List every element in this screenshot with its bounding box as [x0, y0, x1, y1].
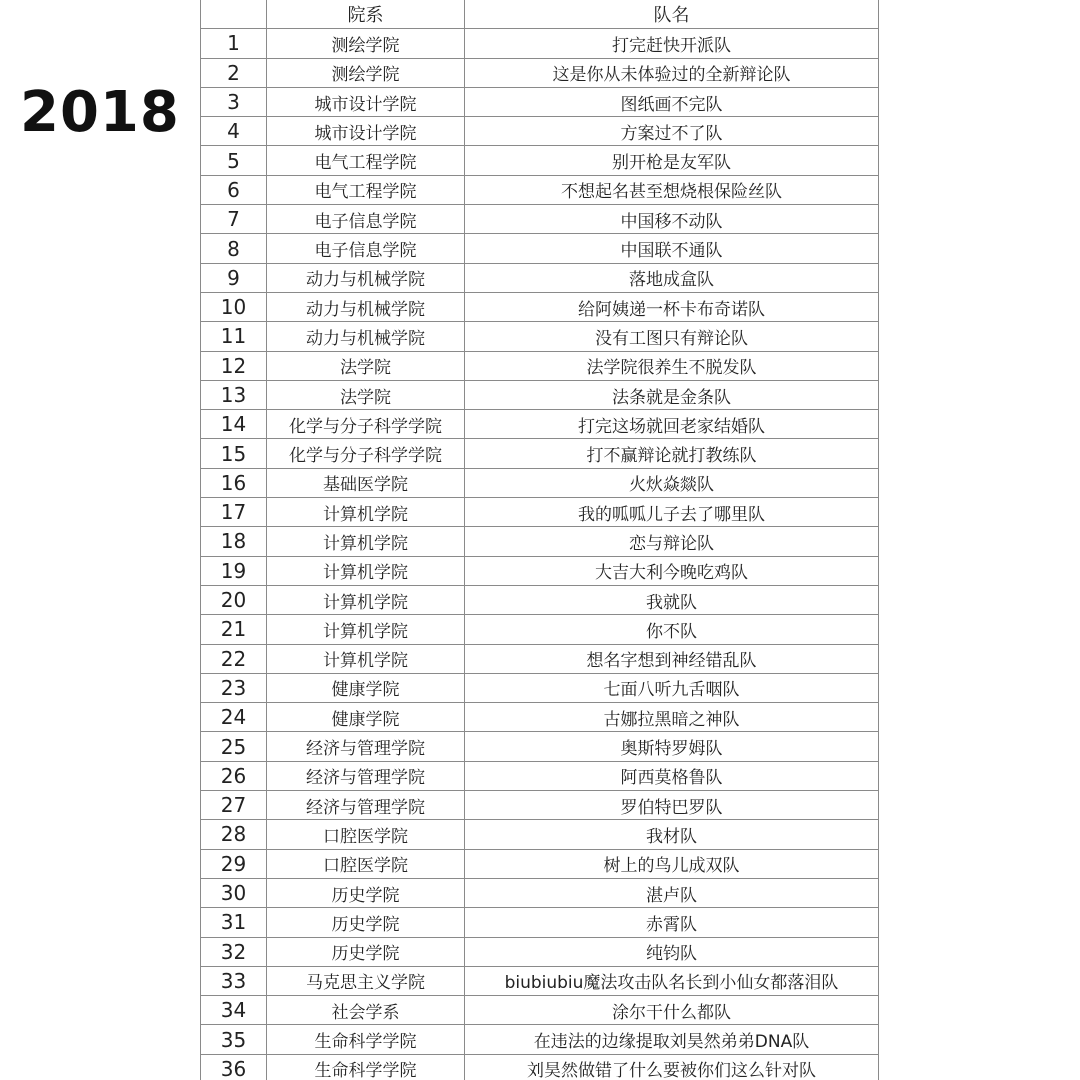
- table-row: [201, 673, 879, 702]
- team-name-cell: 你不队: [465, 615, 879, 644]
- team-name-cell: 别开枪是友军队: [465, 146, 879, 175]
- department-cell: 计算机学院: [267, 556, 465, 585]
- year-label: 2018: [20, 80, 180, 145]
- department-cell: 电子信息学院: [267, 205, 465, 234]
- row-number: 27: [201, 791, 267, 820]
- department-cell: 马克思主义学院: [267, 966, 465, 995]
- team-name-cell: 我就队: [465, 585, 879, 614]
- team-name-cell: 在违法的边缘提取刘昊然弟弟DNA队: [465, 1025, 879, 1054]
- department-cell: 社会学系: [267, 996, 465, 1025]
- team-table: [200, 0, 879, 1080]
- team-name-cell: 湛卢队: [465, 878, 879, 907]
- table-row: [201, 820, 879, 849]
- department-cell: 城市设计学院: [267, 87, 465, 116]
- table-row: [201, 966, 879, 995]
- department-cell: 计算机学院: [267, 498, 465, 527]
- team-name-cell: 不想起名甚至想烧根保险丝队: [465, 175, 879, 204]
- table-row: [201, 908, 879, 937]
- department-cell: 计算机学院: [267, 615, 465, 644]
- row-number: 5: [201, 146, 267, 175]
- team-name-cell: 我材队: [465, 820, 879, 849]
- department-cell: 口腔医学院: [267, 849, 465, 878]
- table-row: [201, 1054, 879, 1080]
- team-name-sheet: [200, 0, 880, 1080]
- row-number: 15: [201, 439, 267, 468]
- team-name-cell: 落地成盒队: [465, 263, 879, 292]
- row-number: 25: [201, 732, 267, 761]
- department-cell: 计算机学院: [267, 527, 465, 556]
- row-number: 6: [201, 175, 267, 204]
- table-row: [201, 58, 879, 87]
- row-number: 7: [201, 205, 267, 234]
- table-row: [201, 937, 879, 966]
- table-row: [201, 29, 879, 58]
- team-name-cell: 刘昊然做错了什么要被你们这么针对队: [465, 1054, 879, 1080]
- table-body: [201, 29, 879, 1080]
- department-cell: 健康学院: [267, 703, 465, 732]
- table-row: [201, 292, 879, 321]
- row-number: 21: [201, 615, 267, 644]
- row-number: 11: [201, 322, 267, 351]
- team-name-cell: 古娜拉黑暗之神队: [465, 703, 879, 732]
- table-row: [201, 205, 879, 234]
- department-cell: 生命科学学院: [267, 1025, 465, 1054]
- team-name-cell: 阿西莫格鲁队: [465, 761, 879, 790]
- table-row: [201, 146, 879, 175]
- row-number: 26: [201, 761, 267, 790]
- row-number: 20: [201, 585, 267, 614]
- department-cell: 电子信息学院: [267, 234, 465, 263]
- department-cell: 法学院: [267, 380, 465, 409]
- department-cell: 基础医学院: [267, 468, 465, 497]
- table-row: [201, 849, 879, 878]
- row-number: 13: [201, 380, 267, 409]
- team-name-cell: 方案过不了队: [465, 117, 879, 146]
- index-header: [201, 0, 267, 29]
- row-number: 29: [201, 849, 267, 878]
- team-name-cell: 中国联不通队: [465, 234, 879, 263]
- department-cell: 化学与分子科学学院: [267, 439, 465, 468]
- team-header: 队名: [465, 0, 879, 29]
- department-cell: 计算机学院: [267, 585, 465, 614]
- table-row: [201, 380, 879, 409]
- table-row: [201, 468, 879, 497]
- department-cell: 经济与管理学院: [267, 732, 465, 761]
- row-number: 34: [201, 996, 267, 1025]
- table-row: [201, 439, 879, 468]
- department-header: 院系: [267, 0, 465, 29]
- department-cell: 法学院: [267, 351, 465, 380]
- row-number: 19: [201, 556, 267, 585]
- department-cell: 计算机学院: [267, 644, 465, 673]
- department-cell: 测绘学院: [267, 29, 465, 58]
- row-number: 17: [201, 498, 267, 527]
- department-cell: 历史学院: [267, 937, 465, 966]
- table-row: [201, 1025, 879, 1054]
- row-number: 22: [201, 644, 267, 673]
- row-number: 32: [201, 937, 267, 966]
- department-cell: 电气工程学院: [267, 175, 465, 204]
- team-name-cell: 打完这场就回老家结婚队: [465, 410, 879, 439]
- team-name-cell: biubiubiu魔法攻击队名长到小仙女都落泪队: [465, 966, 879, 995]
- team-name-cell: 赤霄队: [465, 908, 879, 937]
- department-cell: 测绘学院: [267, 58, 465, 87]
- team-name-cell: 七面八听九舌咽队: [465, 673, 879, 702]
- row-number: 8: [201, 234, 267, 263]
- team-name-cell: 纯钧队: [465, 937, 879, 966]
- table-row: [201, 732, 879, 761]
- table-row: [201, 644, 879, 673]
- team-name-cell: 奥斯特罗姆队: [465, 732, 879, 761]
- row-number: 31: [201, 908, 267, 937]
- team-name-cell: 打完赶快开派队: [465, 29, 879, 58]
- department-cell: 经济与管理学院: [267, 761, 465, 790]
- department-cell: 动力与机械学院: [267, 292, 465, 321]
- department-cell: 口腔医学院: [267, 820, 465, 849]
- department-cell: 健康学院: [267, 673, 465, 702]
- row-number: 33: [201, 966, 267, 995]
- row-number: 10: [201, 292, 267, 321]
- department-cell: 历史学院: [267, 908, 465, 937]
- team-name-cell: 树上的鸟儿成双队: [465, 849, 879, 878]
- table-row: [201, 175, 879, 204]
- row-number: 30: [201, 878, 267, 907]
- team-name-cell: 我的呱呱儿子去了哪里队: [465, 498, 879, 527]
- table-row: [201, 498, 879, 527]
- table-row: [201, 556, 879, 585]
- row-number: 4: [201, 117, 267, 146]
- table-row: [201, 791, 879, 820]
- table-row: [201, 703, 879, 732]
- table-row: [201, 410, 879, 439]
- department-cell: 动力与机械学院: [267, 322, 465, 351]
- row-number: 14: [201, 410, 267, 439]
- team-name-cell: 恋与辩论队: [465, 527, 879, 556]
- table-row: [201, 585, 879, 614]
- row-number: 2: [201, 58, 267, 87]
- team-name-cell: 法条就是金条队: [465, 380, 879, 409]
- row-number: 18: [201, 527, 267, 556]
- department-cell: 生命科学学院: [267, 1054, 465, 1080]
- team-name-cell: 罗伯特巴罗队: [465, 791, 879, 820]
- team-name-cell: 想名字想到神经错乱队: [465, 644, 879, 673]
- table-row: [201, 263, 879, 292]
- department-cell: 历史学院: [267, 878, 465, 907]
- row-number: 23: [201, 673, 267, 702]
- team-name-cell: 这是你从未体验过的全新辩论队: [465, 58, 879, 87]
- team-name-cell: 给阿姨递一杯卡布奇诺队: [465, 292, 879, 321]
- row-number: 35: [201, 1025, 267, 1054]
- department-cell: 经济与管理学院: [267, 791, 465, 820]
- table-row: [201, 351, 879, 380]
- row-number: 9: [201, 263, 267, 292]
- department-cell: 城市设计学院: [267, 117, 465, 146]
- row-number: 36: [201, 1054, 267, 1080]
- team-name-cell: 图纸画不完队: [465, 87, 879, 116]
- row-number: 3: [201, 87, 267, 116]
- row-number: 28: [201, 820, 267, 849]
- department-cell: 电气工程学院: [267, 146, 465, 175]
- table-row: [201, 322, 879, 351]
- team-name-cell: 法学院很养生不脱发队: [465, 351, 879, 380]
- table-row: [201, 527, 879, 556]
- department-cell: 动力与机械学院: [267, 263, 465, 292]
- table-row: [201, 996, 879, 1025]
- table-row: [201, 878, 879, 907]
- team-name-cell: 打不赢辩论就打教练队: [465, 439, 879, 468]
- department-cell: 化学与分子科学学院: [267, 410, 465, 439]
- row-number: 24: [201, 703, 267, 732]
- team-name-cell: 涂尔干什么都队: [465, 996, 879, 1025]
- team-name-cell: 没有工图只有辩论队: [465, 322, 879, 351]
- table-row: [201, 234, 879, 263]
- row-number: 12: [201, 351, 267, 380]
- table-row: [201, 761, 879, 790]
- team-name-cell: 火炏焱燚队: [465, 468, 879, 497]
- row-number: 16: [201, 468, 267, 497]
- row-number: 1: [201, 29, 267, 58]
- table-row: [201, 615, 879, 644]
- team-name-cell: 大吉大利今晚吃鸡队: [465, 556, 879, 585]
- table-row: [201, 117, 879, 146]
- team-name-cell: 中国移不动队: [465, 205, 879, 234]
- table-row: [201, 87, 879, 116]
- header-row: [201, 0, 879, 29]
